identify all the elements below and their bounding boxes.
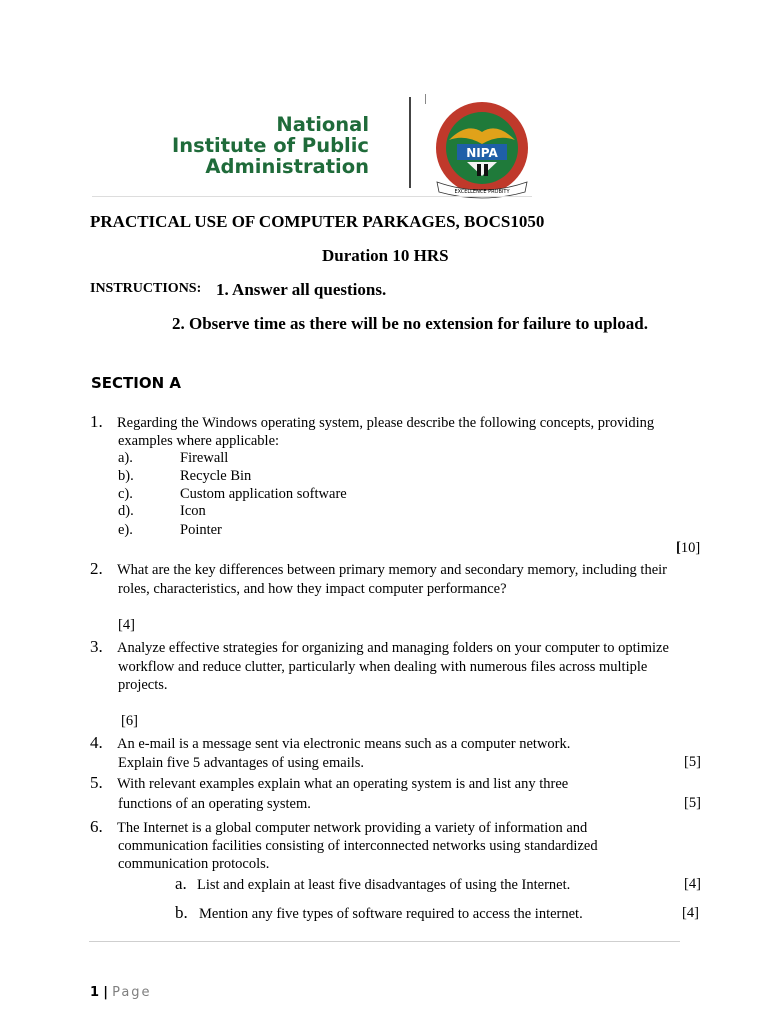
page-separator: | — [103, 985, 108, 1000]
question-6-line1: The Internet is a global computer network providing a variety of information and — [117, 820, 588, 836]
emblem-motto: EXCELLENCE PROBITY — [454, 189, 510, 195]
question-6b-mark: [4] — [682, 905, 699, 921]
question-6a-mark: [4] — [684, 876, 701, 892]
question-6a-text: List and explain at least five disadvantages of using the Internet. — [197, 877, 571, 893]
question-2-line1: What are the key differences between primary memory and secondary memory, including their — [117, 562, 667, 578]
question-3-line2: workflow and reduce clutter, particularly when dealing with numerous files across multiple — [118, 659, 648, 675]
question-3-number: 3. — [90, 637, 103, 656]
page-word: Page — [112, 985, 152, 1000]
question-1-item-text: Recycle Bin — [180, 468, 252, 484]
question-3-mark: [6] — [121, 713, 138, 729]
question-1-line2: examples where applicable: — [118, 433, 280, 449]
question-5-line1: With relevant examples explain what an operating system is and list any three — [117, 776, 569, 792]
question-1-number: 1. — [90, 412, 103, 431]
institute-name-logo — [133, 114, 369, 177]
question-1-item-letter: a). — [118, 450, 133, 466]
institute-name-line3: Administration — [205, 155, 369, 178]
question-1-item-letter: e). — [118, 522, 133, 538]
question-1-item-letter: b). — [118, 468, 134, 484]
question-4-line2: Explain five 5 advantages of using emails. — [118, 755, 365, 771]
question-6b-text: Mention any five types of software required to access the internet. — [199, 906, 583, 922]
question-4-number: 4. — [90, 733, 103, 752]
page-number: 1 — [90, 985, 100, 1000]
exam-duration: Duration 10 HRS — [322, 246, 449, 265]
question-1-item-text: Icon — [180, 503, 206, 519]
header-rule — [92, 196, 532, 197]
question-1-item-text: Firewall — [180, 450, 229, 466]
page-footer — [90, 985, 152, 1000]
question-3-line1: Analyze effective strategies for organizing and managing folders on your computer to optimize — [117, 640, 669, 656]
section-heading: SECTION A — [91, 374, 182, 392]
question-1-item-letter: c). — [118, 486, 133, 502]
institute-name-line1: National — [276, 113, 369, 136]
exam-title: PRACTICAL USE OF COMPUTER PARKAGES, BOCS1050 — [90, 212, 545, 231]
nipa-emblem-icon — [427, 100, 537, 200]
question-6-line2: communication facilities consisting of interconnected networks using standardized — [118, 838, 598, 854]
question-6-number: 6. — [90, 817, 103, 836]
institute-name-line2: Institute of Public — [171, 134, 369, 157]
question-1-item-text: Custom application software — [180, 486, 347, 502]
question-1-line1: Regarding the Windows operating system, please describe the following concepts, providing — [117, 415, 655, 431]
question-1-item-letter: d). — [118, 503, 134, 519]
question-2-line2: roles, characteristics, and how they impact computer performance? — [118, 581, 507, 597]
question-1-mark: [10] — [676, 540, 701, 556]
question-6b-letter: b. — [175, 903, 188, 922]
emblem-text: NIPA — [466, 146, 498, 160]
logo-divider — [409, 97, 411, 188]
logo-divider-tick — [425, 94, 426, 104]
instruction-1: 1. Answer all questions. — [216, 280, 387, 299]
question-5-line2: functions of an operating system. — [118, 796, 311, 812]
question-4-line1: An e-mail is a message sent via electronic means such as a computer network. — [117, 736, 571, 752]
question-5-number: 5. — [90, 773, 103, 792]
question-6a-letter: a. — [175, 874, 187, 893]
question-5-mark: [5] — [684, 795, 701, 811]
question-3-line3: projects. — [118, 677, 168, 693]
instruction-2: 2. Observe time as there will be no extension for failure to upload. — [172, 314, 648, 333]
question-2-mark: [4] — [118, 617, 135, 633]
instructions-label: INSTRUCTIONS: — [90, 281, 202, 296]
footer-rule — [89, 941, 680, 942]
question-1-item-text: Pointer — [180, 522, 222, 538]
question-6-line3: communication protocols. — [118, 856, 270, 872]
question-4-mark: [5] — [684, 754, 701, 770]
question-2-number: 2. — [90, 559, 103, 578]
